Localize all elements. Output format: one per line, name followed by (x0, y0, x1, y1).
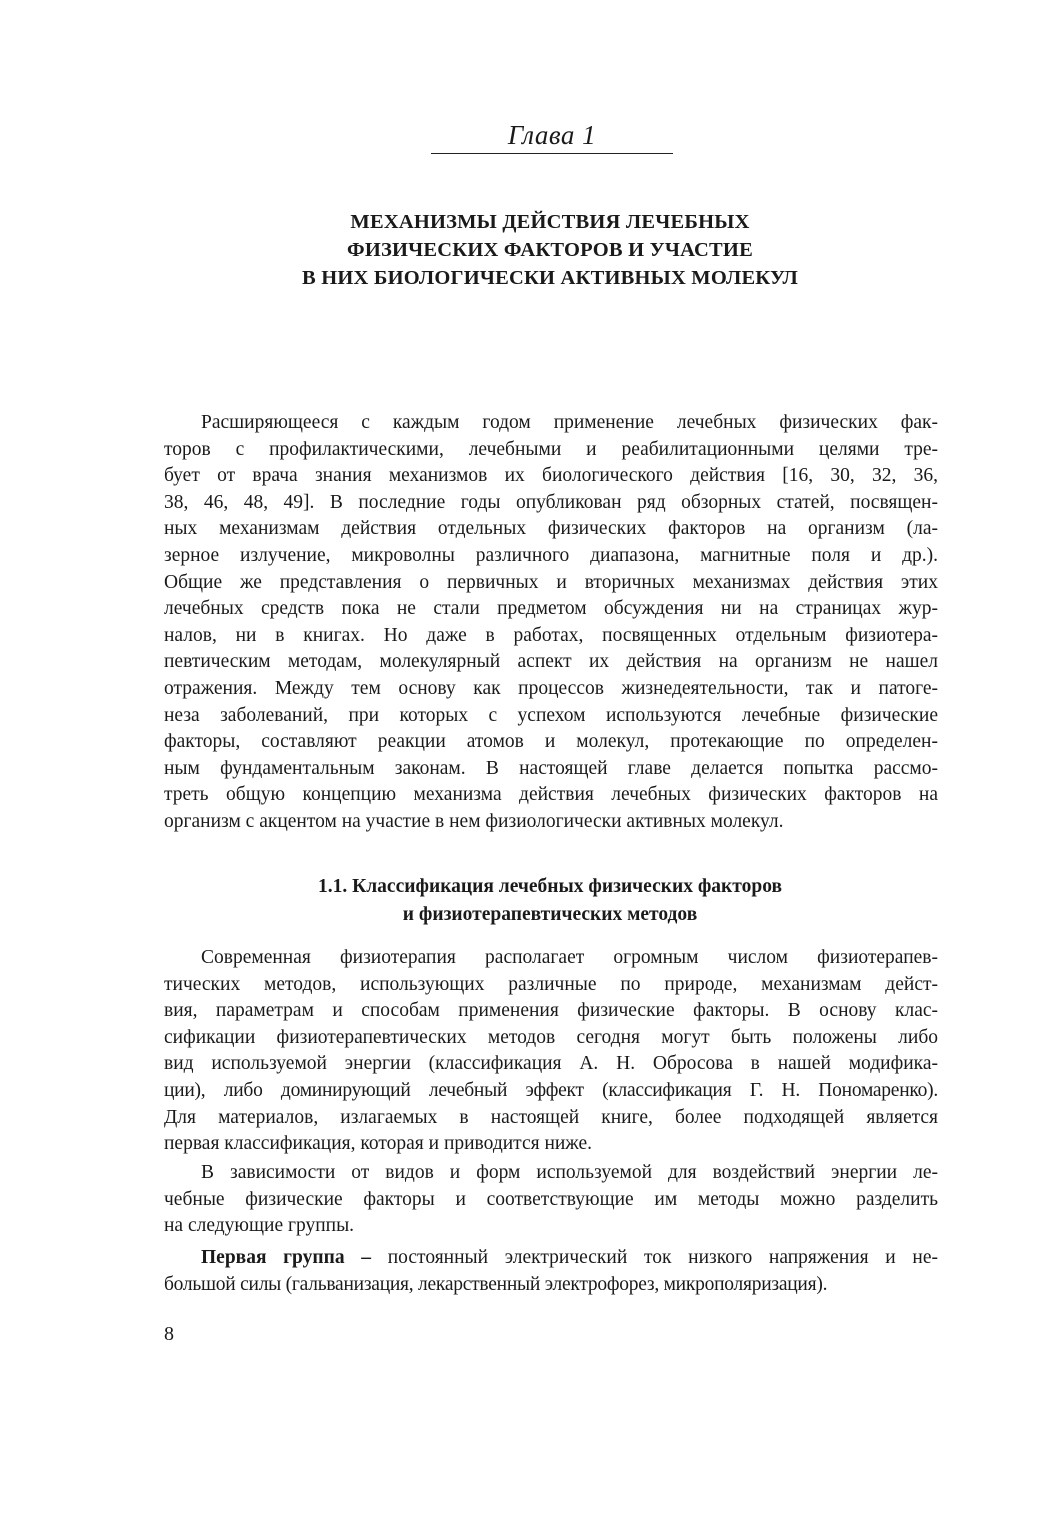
text-line: на следующие группы. (164, 1215, 355, 1237)
section-paragraph-2 (164, 1160, 938, 1240)
section-paragraph-group1 (164, 1245, 938, 1298)
section-paragraph-1 (164, 945, 938, 1158)
chapter-title (160, 208, 940, 292)
text-line: В зависимости от видов и форм используемой для воздействий энергии ле- (201, 1162, 938, 1183)
text-line: чебные физические факторы и соответствующие им методы можно разделить (164, 1188, 938, 1210)
text-line: зерное излучение, микроволны различного диапазона, магнитные поля и др.). (164, 544, 938, 566)
group1-label: Первая группа – (201, 1247, 372, 1268)
text-line: Современная физиотерапия располагает огромным числом физиотерапев- (201, 947, 938, 968)
text-line: бует от врача знания механизмов их биологического действия [16, 30, 32, 36, (164, 465, 938, 487)
text-line: большой силы (гальванизация, лекарственный электрофорез, микрополяризация). (164, 1273, 828, 1295)
text-line: певтическим методам, молекулярный аспект их действия на организм не нашел (164, 651, 938, 673)
text-line: ции), либо доминирующий лечебный эффект (классификация Г. Н. Пономаренко). (164, 1079, 938, 1101)
text-line: 38, 46, 48, 49]. В последние годы опубликован ряд обзорных статей, посвящен- (164, 491, 938, 513)
text-line: ных механизмам действия отдельных физических факторов на организм (ла- (164, 518, 938, 540)
text-line: налов, ни в книгах. Но даже в работах, посвященных отдельным физиотера- (164, 624, 938, 646)
text-line: треть общую концепцию механизма действия лечебных физических факторов на (164, 784, 938, 806)
section-title-line: и физиотерапевтических методов (402, 904, 698, 925)
text-line: ным фундаментальным законам. В настоящей главе делается попытка рассмо- (164, 757, 938, 779)
text-line: сификации физиотерапевтических методов сегодня могут быть положены либо (164, 1026, 938, 1048)
group1-text: постоянный электрический ток низкого напряжения и не- (387, 1247, 938, 1268)
text-line: факторы, составляют реакции атомов и молекул, протекающие по определен- (164, 731, 938, 753)
chapter-title-line: В НИХ БИОЛОГИЧЕСКИ АКТИВНЫХ МОЛЕКУЛ (302, 267, 798, 289)
chapter-label: Глава 1 (507, 120, 597, 150)
chapter-title-line: ФИЗИЧЕСКИХ ФАКТОРОВ И УЧАСТИЕ (347, 239, 753, 261)
text-line: неза заболеваний, при которых с успехом используются лечебные физические (164, 704, 938, 726)
section-title-line: 1.1. Классификация лечебных физических факторов (317, 876, 783, 897)
text-line: Общие же представления о первичных и вторичных механизмах действия этих (164, 571, 938, 593)
text-line: Расширяющееся с каждым годом применение лечебных физических фак- (201, 412, 938, 433)
page-number: 8 (164, 1323, 174, 1345)
text-line: торов с профилактическими, лечебными и реабилитационными целями тре- (164, 438, 938, 460)
section-title (160, 873, 940, 929)
text-line: вид используемой энергии (классификация А. Н. Обросова в нашей модифика- (164, 1053, 938, 1075)
text-line (164, 1245, 938, 1272)
chapter-title-line: МЕХАНИЗМЫ ДЕЙСТВИЯ ЛЕЧЕБНЫХ (350, 211, 750, 233)
intro-paragraph (164, 410, 938, 836)
text-line: отражения. Между тем основу как процессов жизнедеятельности, так и патоге- (164, 677, 938, 699)
text-line: тических методов, использующих различные по природе, механизмам дейст- (164, 973, 938, 995)
text-line: вия, параметрам и способам применения физические факторы. В основу клас- (164, 1000, 938, 1022)
text-line: Для материалов, излагаемых в настоящей книге, более подходящей является (164, 1106, 938, 1128)
chapter-rule (431, 153, 673, 154)
text-line: первая классификация, которая и приводится ниже. (164, 1133, 593, 1155)
text-line: лечебных средств пока не стали предметом обсуждения ни на страницах жур- (164, 598, 938, 620)
text-line: организм с акцентом на участие в нем физиологически активных молекул. (164, 810, 784, 832)
